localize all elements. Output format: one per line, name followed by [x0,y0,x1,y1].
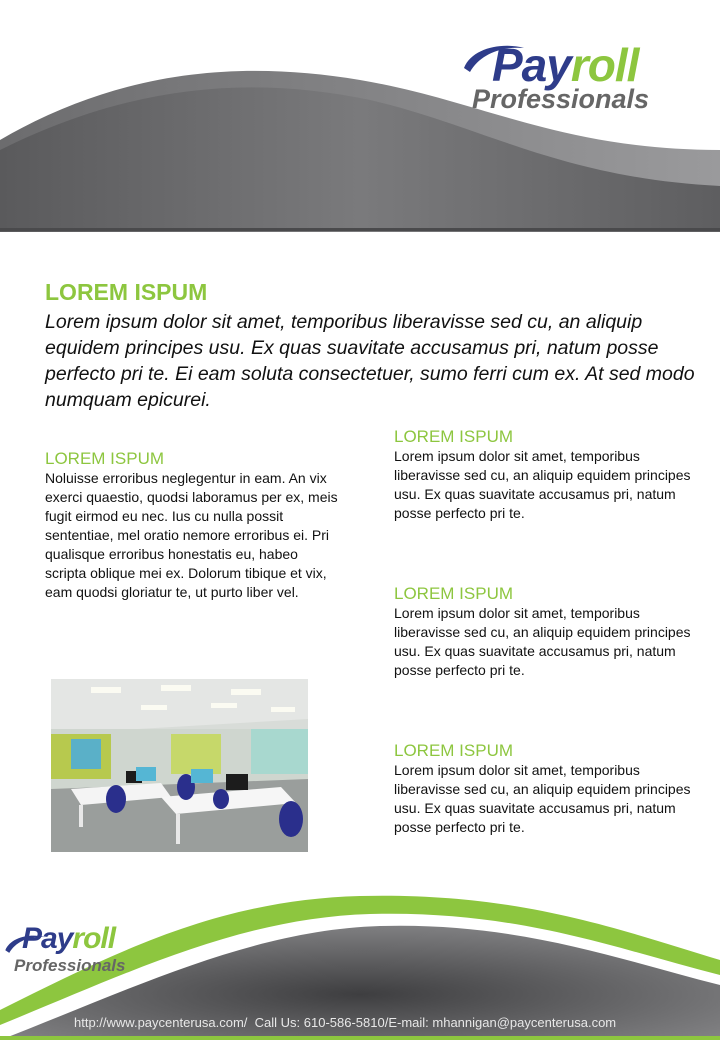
office-photo [51,679,308,852]
logo-word-pay: Pay [22,922,73,955]
right-section-1 [394,427,694,523]
right-section-3 [394,741,694,837]
logo-bottom [4,922,164,982]
logo-top [462,30,712,116]
lead-paragraph: Lorem ipsum dolor sit amet, temporibus liberavisse sed cu, an aliquip equidem principes usu. Ex quas suavitate accusamus pri, natum posse perfecto pri te. Ei eam soluta consectetuer, sumo ferri cum ex. At sed modo numquam epicurei. [45,311,695,411]
section-title: LOREM ISPUM [394,741,514,760]
logo-word-pay: Pay [492,39,571,91]
section-title: LOREM ISPUM [45,449,165,468]
footer-contact: http://www.paycenterusa.com/ Call Us: 610-586-5810/E-mail: mhannigan@paycenterusa.com [74,1015,617,1030]
logo-word-roll: roll [72,922,116,955]
section-title: LOREM ISPUM [394,584,514,603]
section-title: LOREM ISPUM [394,427,514,446]
page-title: LOREM ISPUM [45,279,208,305]
section-body: Lorem ipsum dolor sit amet, temporibus liberavisse sed cu, an aliquip equidem principes usu. Ex quas suavitate accusamus pri, natum posse perfecto pri te. [394,762,691,835]
section-body: Noluisse erroribus neglegentur in eam. An vix exerci quaestio, quodsi laboramus per ex, meis fugit eirmod eu nec. Ius cu nulla possit sententiae, mel oratio nemore erroribus ei. Pri qualisque erroribus honestatis eu, habeo scripta oblique mei ex. Dolorum tibique et vix, eam quodsi gloriatur te, ut purto liber vel. [45,470,338,600]
right-section-2 [394,584,694,680]
section-body: Lorem ipsum dolor sit amet, temporibus liberavisse sed cu, an aliquip equidem principes usu. Ex quas suavitate accusamus pri, natum posse perfecto pri te. [394,605,691,678]
logo-word-professionals: Professionals [14,956,126,975]
logo-word-professionals: Professionals [472,84,650,114]
section-body: Lorem ipsum dolor sit amet, temporibus liberavisse sed cu, an aliquip equidem principes usu. Ex quas suavitate accusamus pri, natum posse perfecto pri te. [394,448,691,521]
office-illustration [51,679,308,852]
logo-word-roll: roll [570,39,639,91]
left-section [45,449,340,602]
